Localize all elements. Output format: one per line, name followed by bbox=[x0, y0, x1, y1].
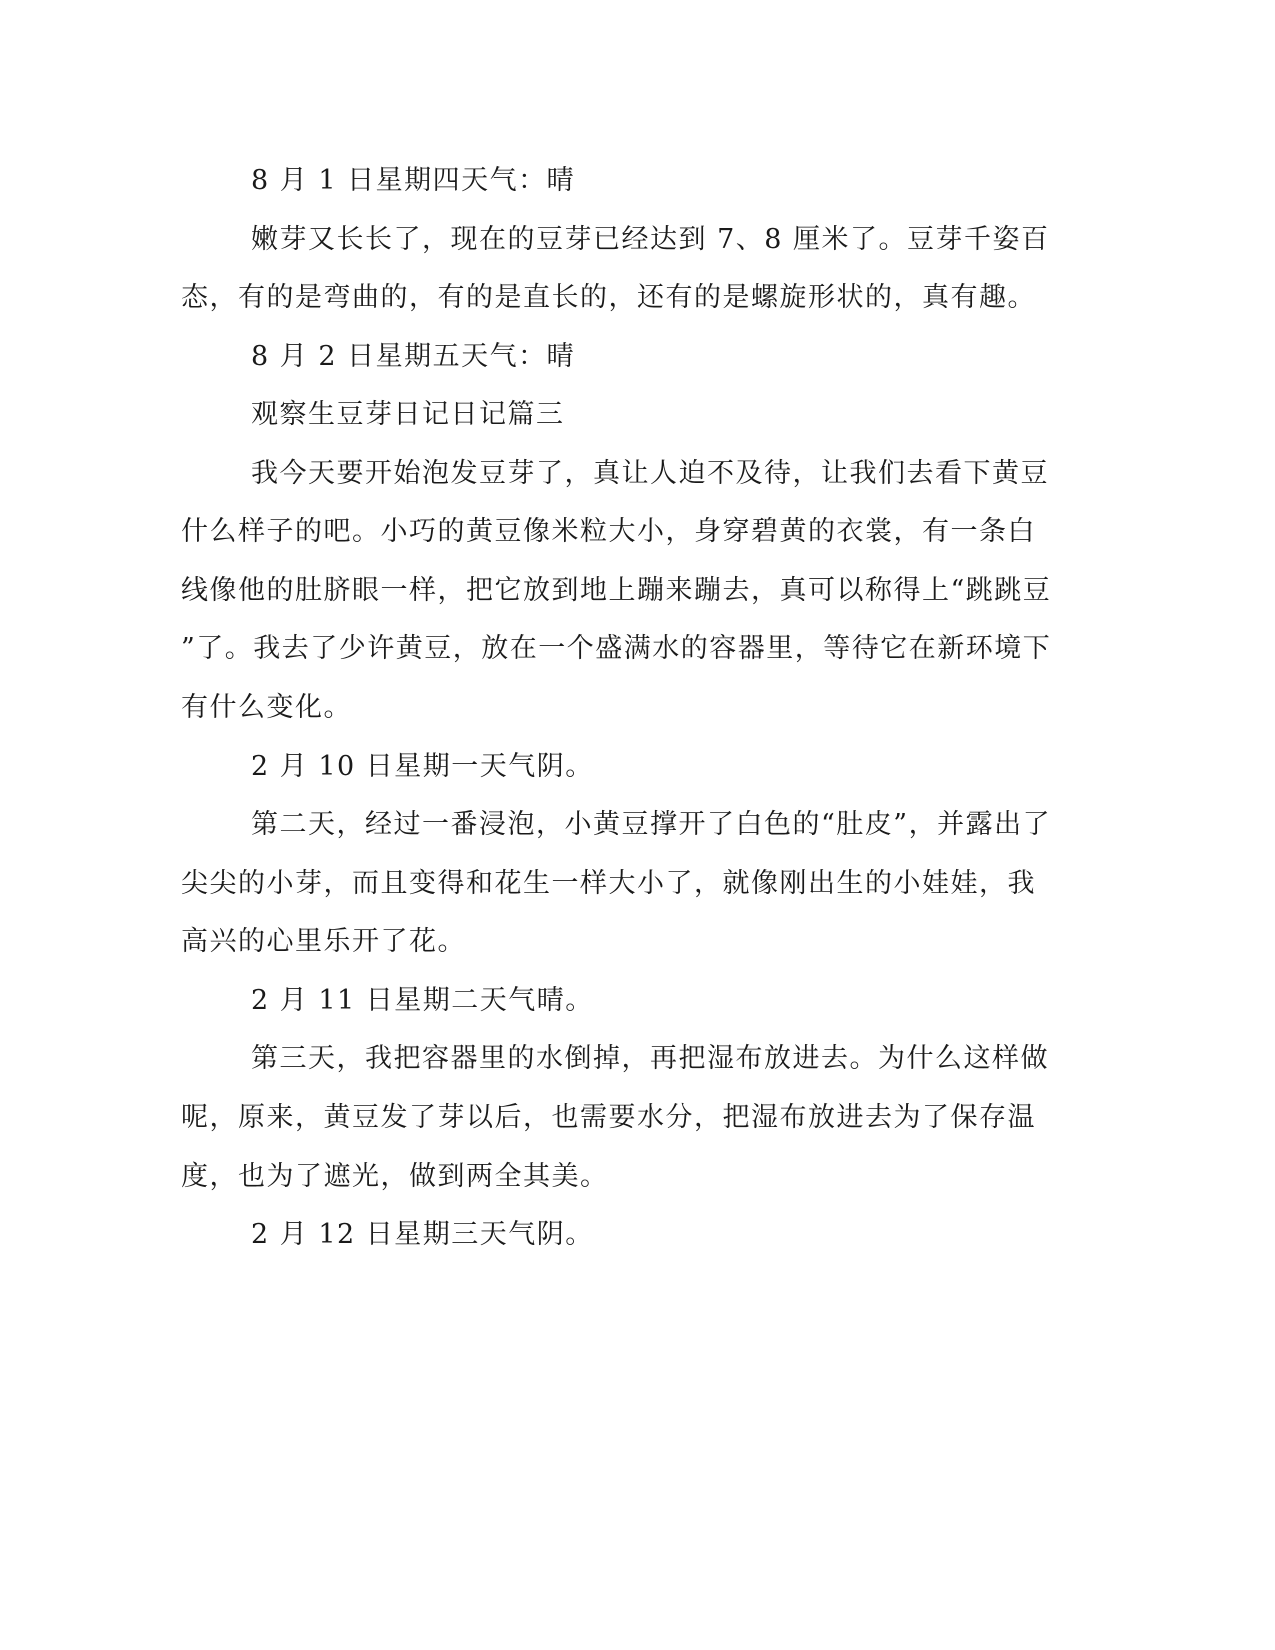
section-title: 观察生豆芽日记日记篇三 bbox=[251, 399, 565, 430]
diary-date-feb-11: 2 月 11 日星期二天气晴。 bbox=[251, 985, 594, 1016]
paragraph-line: 态，有的是弯曲的，有的是直长的，还有的是螺旋形状的，真有趣。 bbox=[181, 282, 1036, 313]
paragraph-line: 第二天，经过一番浸泡，小黄豆撑开了白色的“肚皮”，并露出了 bbox=[251, 809, 1052, 840]
paragraph-line: 尖尖的小芽，而且变得和花生一样大小了，就像刚出生的小娃娃，我 bbox=[181, 868, 1036, 899]
paragraph-line: 度，也为了遮光，做到两全其美。 bbox=[181, 1161, 609, 1192]
diary-date-aug-2: 8 月 2 日星期五天气：晴 bbox=[251, 341, 576, 372]
paragraph-line: 我今天要开始泡发豆芽了，真让人迫不及待，让我们去看下黄豆 bbox=[251, 458, 1049, 489]
paragraph-line: 线像他的肚脐眼一样，把它放到地上蹦来蹦去，真可以称得上“跳跳豆 bbox=[181, 575, 1052, 606]
paragraph-line: 第三天，我把容器里的水倒掉，再把湿布放进去。为什么这样做 bbox=[251, 1043, 1049, 1074]
diary-date-feb-10: 2 月 10 日星期一天气阴。 bbox=[251, 751, 594, 782]
paragraph-line: 什么样子的吧。小巧的黄豆像米粒大小，身穿碧黄的衣裳，有一条白 bbox=[181, 516, 1036, 547]
paragraph-line: 呢，原来，黄豆发了芽以后，也需要水分，把湿布放进去为了保存温 bbox=[181, 1102, 1036, 1133]
paragraph-line: 高兴的心里乐开了花。 bbox=[181, 926, 466, 957]
paragraph-line: ”了。我去了少许黄豆，放在一个盛满水的容器里，等待它在新环境下 bbox=[181, 633, 1052, 664]
paragraph-line: 嫩芽又长长了，现在的豆芽已经达到 7、8 厘米了。豆芽千姿百 bbox=[251, 224, 1050, 255]
diary-date-aug-1: 8 月 1 日星期四天气：晴 bbox=[251, 165, 576, 196]
diary-date-feb-12: 2 月 12 日星期三天气阴。 bbox=[251, 1219, 594, 1250]
paragraph-line: 有什么变化。 bbox=[181, 692, 352, 723]
